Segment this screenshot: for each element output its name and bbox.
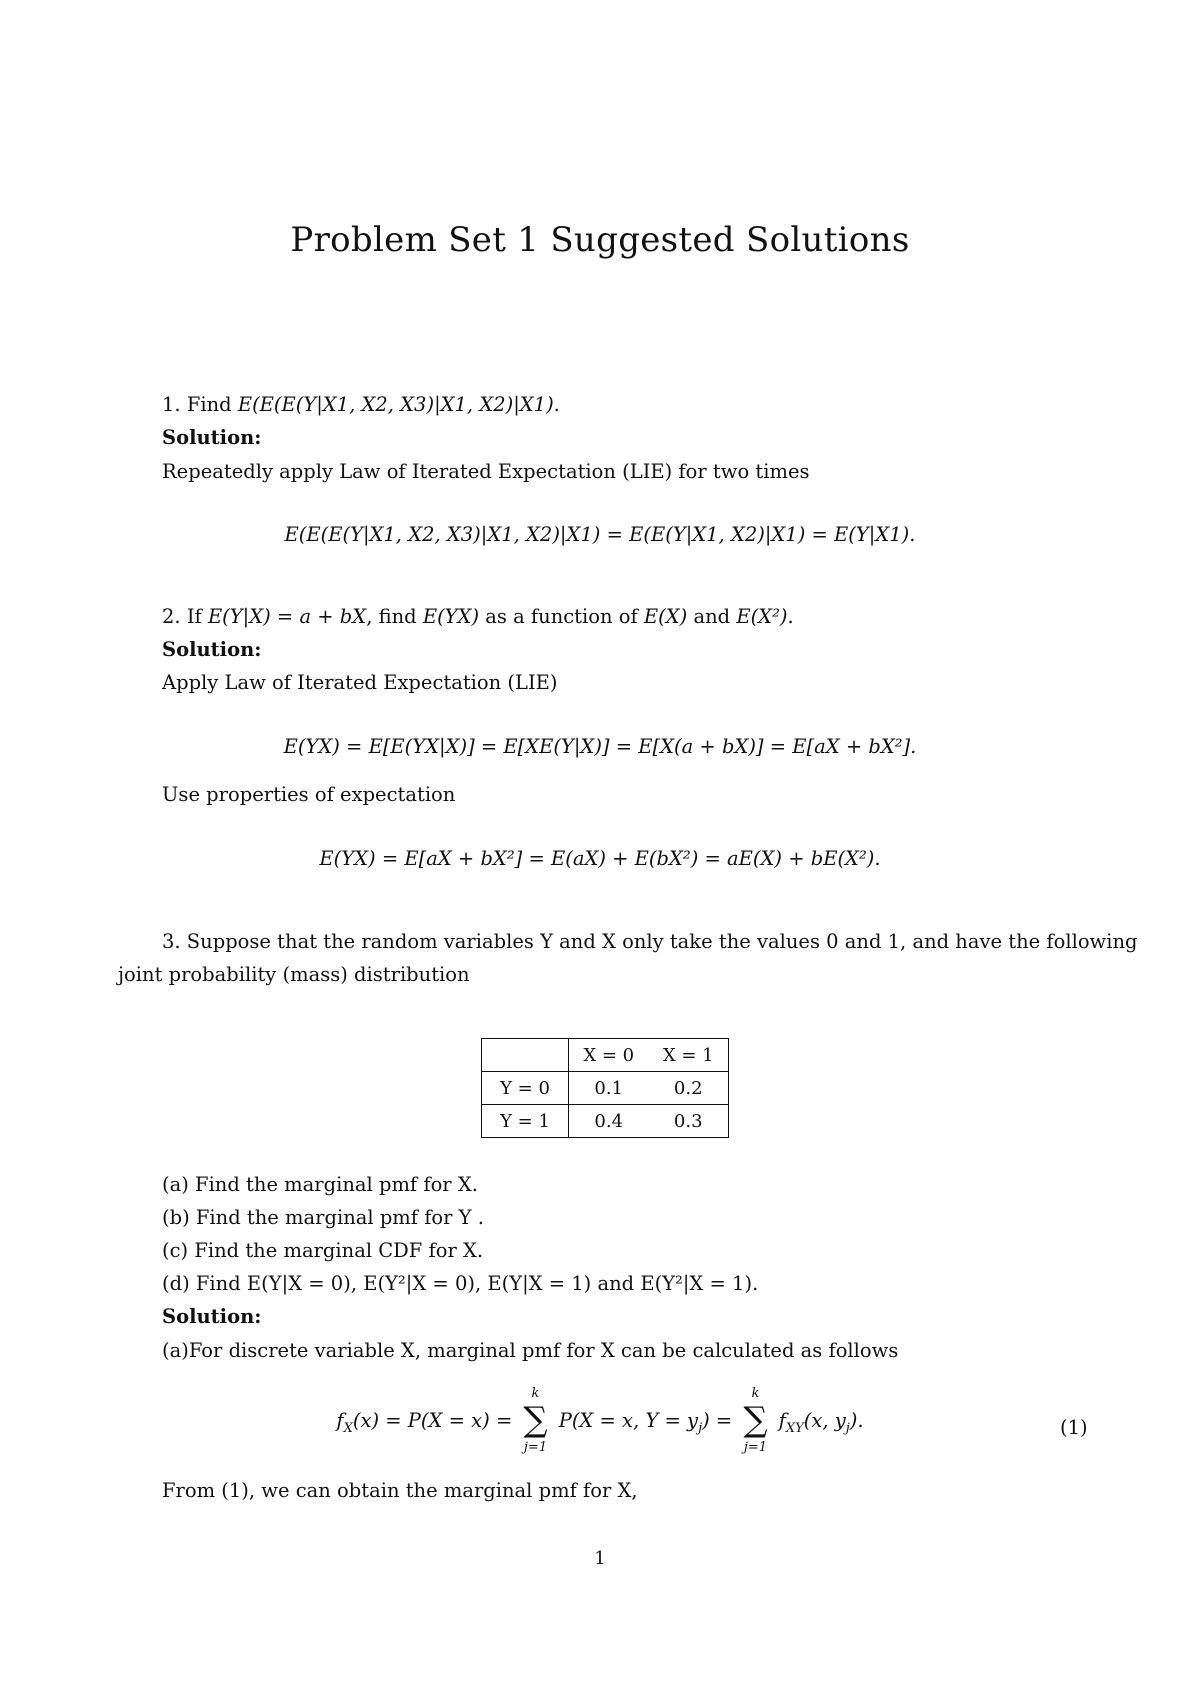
joint-pmf-table — [481, 1038, 729, 1138]
sigma-glyph: ∑ — [743, 1399, 768, 1440]
prompt-text: and — [693, 605, 731, 628]
marginal-pmf-equation — [0, 1385, 1200, 1455]
sum-lower-limit: j=1 — [743, 1439, 768, 1455]
eq-subscript: j — [845, 1421, 850, 1436]
problem-number: 1. — [162, 393, 181, 416]
solution-label: Solution: — [162, 1305, 262, 1328]
table-col-header: X = 1 — [649, 1039, 729, 1072]
display-equation: E(YX) = E[aX + bX²] = E(aX) + E(bX²) = aE(X) + bE(X²). — [319, 847, 881, 870]
prompt-text: , find — [366, 605, 417, 628]
table-cell: 0.2 — [649, 1072, 729, 1105]
table-header-row — [482, 1039, 729, 1072]
problem-3-prompt-cont: joint probability (mass) distribution — [118, 963, 470, 986]
summation-symbol — [738, 1385, 772, 1455]
eq-term: (x, y — [803, 1409, 846, 1432]
table-row — [482, 1072, 729, 1105]
prompt-math: E(YX) — [422, 605, 480, 628]
sum-upper-limit: k — [531, 1385, 540, 1401]
eq-term: f — [778, 1409, 786, 1432]
display-equation: E(YX) = E[E(YX|X)] = E[XE(Y|X)] = E[X(a + bX)] = E[aX + bX²]. — [283, 735, 917, 758]
problem-prompt-text: Find — [186, 393, 232, 416]
page-number: 1 — [594, 1548, 606, 1569]
summation-symbol — [519, 1385, 553, 1455]
eq-term: (x) = P(X = x) = — [352, 1409, 513, 1432]
table-row — [482, 1105, 729, 1138]
eq-subscript: XY — [785, 1421, 804, 1436]
prompt-text: If — [186, 605, 202, 628]
table-cell: 0.4 — [569, 1105, 649, 1138]
solution-text: From (1), we can obtain the marginal pmf for X, — [162, 1479, 638, 1502]
page-title: Problem Set 1 Suggested Solutions — [290, 220, 910, 260]
eq-subscript: X — [343, 1421, 353, 1436]
problem-2-prompt — [162, 604, 794, 630]
table-cell: 0.3 — [649, 1105, 729, 1138]
solution-text: (a)For discrete variable X, marginal pmf for X can be calculated as follows — [162, 1339, 899, 1362]
eq-term: P(X = x, Y = y — [558, 1409, 699, 1432]
problem-part-a: (a) Find the marginal pmf for X. — [162, 1173, 478, 1196]
problem-1-prompt — [162, 392, 560, 418]
solution-text: Repeatedly apply Law of Iterated Expectation (LIE) for two times — [162, 460, 810, 483]
problem-part-c: (c) Find the marginal CDF for X. — [162, 1239, 484, 1262]
table-corner-cell — [482, 1039, 569, 1072]
prompt-math: E(X²) — [736, 605, 788, 628]
problem-3-prompt: 3. Suppose that the random variables Y and X only take the values 0 and 1, and have the following — [162, 930, 1138, 953]
sum-lower-limit: j=1 — [523, 1439, 548, 1455]
eq-term: ) = — [702, 1409, 733, 1432]
problem-expression: E(E(E(Y|X1, X2, X3)|X1, X2)|X1). — [237, 393, 560, 416]
solution-text: Use properties of expectation — [162, 783, 456, 806]
prompt-math: E(Y|X) = a + bX — [207, 605, 367, 628]
prompt-math: E(X) — [643, 605, 688, 628]
problem-part-d: (d) Find E(Y|X = 0), E(Y²|X = 0), E(Y|X = 1) and E(Y²|X = 1). — [162, 1272, 759, 1295]
solution-text: Apply Law of Iterated Expectation (LIE) — [162, 671, 558, 694]
equation-number: (1) — [1060, 1416, 1088, 1439]
eq-subscript: j — [698, 1421, 703, 1436]
table-row-header: Y = 1 — [482, 1105, 569, 1138]
problem-number: 2. — [162, 605, 181, 628]
sigma-glyph: ∑ — [523, 1399, 548, 1440]
table-col-header: X = 0 — [569, 1039, 649, 1072]
table-cell: 0.1 — [569, 1072, 649, 1105]
prompt-text: as a function of — [485, 605, 638, 628]
solution-label: Solution: — [162, 638, 262, 661]
prompt-text: . — [787, 605, 794, 628]
sum-upper-limit: k — [751, 1385, 760, 1401]
eq-term: f — [336, 1409, 344, 1432]
table-row-header: Y = 0 — [482, 1072, 569, 1105]
solution-label: Solution: — [162, 426, 262, 449]
eq-term: ). — [849, 1409, 864, 1432]
problem-part-b: (b) Find the marginal pmf for Y . — [162, 1206, 484, 1229]
display-equation: E(E(E(Y|X1, X2, X3)|X1, X2)|X1) = E(E(Y|X1, X2)|X1) = E(Y|X1). — [284, 523, 916, 546]
